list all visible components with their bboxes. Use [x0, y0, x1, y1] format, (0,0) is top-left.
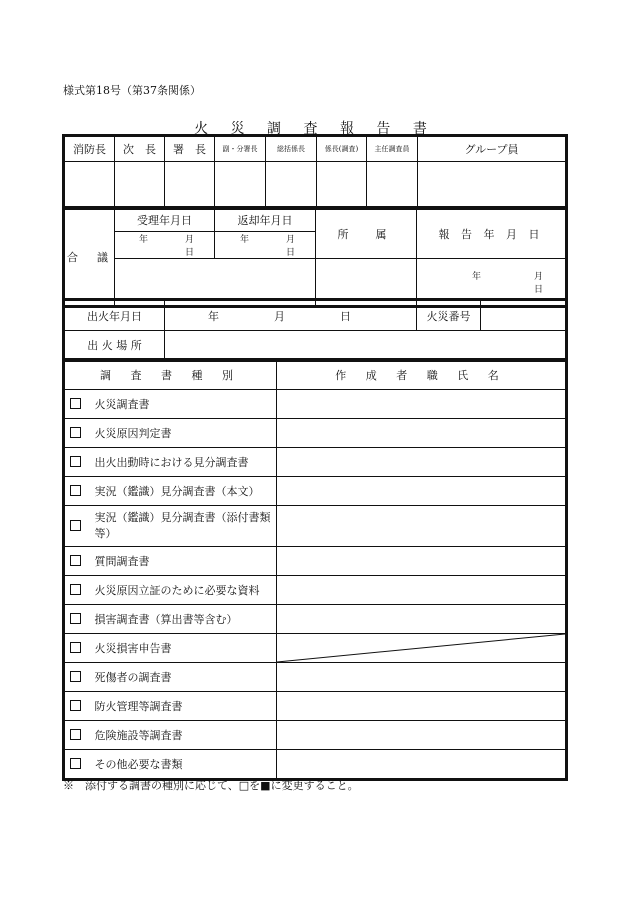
document-type-label: その他必要な書類: [87, 750, 277, 779]
document-type-header: 調 査 書 種 別: [65, 361, 277, 390]
document-checkbox[interactable]: [65, 477, 87, 506]
header-chief-investigator: 主任調査員: [367, 137, 418, 162]
header-deputy-chief: 次 長: [115, 137, 165, 162]
stamp-box[interactable]: [317, 162, 367, 208]
document-type-label: 火災損害申告書: [87, 634, 277, 663]
stamp-box[interactable]: [215, 162, 266, 208]
document-type-label: 防火管理等調査書: [87, 692, 277, 721]
document-checkbox[interactable]: [65, 547, 87, 576]
diagonal-strike-line: [277, 634, 565, 662]
report-date-label: 報 告 年 月 日: [417, 209, 566, 259]
author-field[interactable]: [277, 721, 566, 750]
author-field[interactable]: [277, 750, 566, 779]
received-date-label: 受理年月日: [115, 209, 215, 232]
author-field[interactable]: [277, 605, 566, 634]
document-type-label: 実況（鑑識）見分調査書（添付書類等）: [87, 506, 277, 547]
fire-number-field[interactable]: [481, 301, 566, 331]
stamp-box[interactable]: [115, 162, 165, 208]
document-type-label: 火災原因立証のために必要な資料: [87, 576, 277, 605]
author-header: 作 成 者 職 氏 名: [277, 361, 566, 390]
stamp-box[interactable]: [418, 162, 566, 208]
returned-date-label: 返却年月日: [215, 209, 316, 232]
document-checkbox[interactable]: [65, 576, 87, 605]
document-type-label: 損害調査書（算出書等含む）: [87, 605, 277, 634]
author-field[interactable]: [277, 547, 566, 576]
returned-date-field[interactable]: 年 月 日: [215, 232, 316, 259]
document-checkbox[interactable]: [65, 390, 87, 419]
author-field-struck: [277, 634, 566, 663]
header-group-members: グループ員: [418, 137, 566, 162]
fire-date-field[interactable]: 年 月 日: [165, 301, 417, 331]
consultation-table: [62, 206, 597, 308]
document-checkbox[interactable]: [65, 721, 87, 750]
consultation-label: 合 議: [65, 209, 115, 306]
document-type-label: 質問調査書: [87, 547, 277, 576]
fire-date-label: 出火年月日: [65, 301, 165, 331]
footnote: ※ 添付する調書の種別に応じて、□を■に変更すること。: [63, 779, 359, 792]
document-type-label: 火災原因判定書: [87, 419, 277, 448]
document-checkbox[interactable]: [65, 419, 87, 448]
report-date-field[interactable]: 年 月 日: [417, 259, 566, 306]
fire-info-table: [62, 298, 568, 362]
document-checkbox[interactable]: [65, 506, 87, 547]
form-number-label: 様式第18号（第37条関係）: [63, 84, 201, 97]
affiliation-label: 所 属: [316, 209, 417, 259]
document-checkbox[interactable]: [65, 750, 87, 779]
author-field[interactable]: [277, 390, 566, 419]
author-field[interactable]: [277, 419, 566, 448]
fire-place-field[interactable]: [165, 331, 566, 360]
fire-place-label: 出 火 場 所: [65, 331, 165, 360]
document-checkbox[interactable]: [65, 663, 87, 692]
author-field[interactable]: [277, 448, 566, 477]
stamp-box[interactable]: [266, 162, 317, 208]
document-type-label: 火災調査書: [87, 390, 277, 419]
author-field[interactable]: [277, 576, 566, 605]
header-station-chief: 署 長: [165, 137, 215, 162]
document-type-label: 出火出動時における見分調査書: [87, 448, 277, 477]
header-fire-chief: 消防長: [65, 137, 115, 162]
author-field[interactable]: [277, 477, 566, 506]
header-vice-branch-chief: 副・分署長: [215, 137, 266, 162]
header-general-supervisor: 総括係長: [266, 137, 317, 162]
author-field[interactable]: [277, 663, 566, 692]
document-checkbox[interactable]: [65, 692, 87, 721]
document-type-label: 実況（鑑識）見分調査書（本文）: [87, 477, 277, 506]
author-field[interactable]: [277, 506, 566, 547]
documents-table: [62, 358, 568, 781]
header-section-chief: 係長(調査): [317, 137, 367, 162]
fire-number-label: 火災番号: [417, 301, 481, 331]
document-type-label: 死傷者の調査書: [87, 663, 277, 692]
document-checkbox[interactable]: [65, 448, 87, 477]
author-field[interactable]: [277, 692, 566, 721]
stamp-box[interactable]: [367, 162, 418, 208]
document-checkbox[interactable]: [65, 634, 87, 663]
stamp-box[interactable]: [65, 162, 115, 208]
approval-table: [62, 134, 568, 210]
document-type-label: 危険施設等調査書: [87, 721, 277, 750]
document-title: 火 災 調 査 報 告 書: [194, 121, 436, 137]
stamp-box[interactable]: [165, 162, 215, 208]
document-checkbox[interactable]: [65, 605, 87, 634]
received-date-field[interactable]: 年 月 日: [115, 232, 215, 259]
